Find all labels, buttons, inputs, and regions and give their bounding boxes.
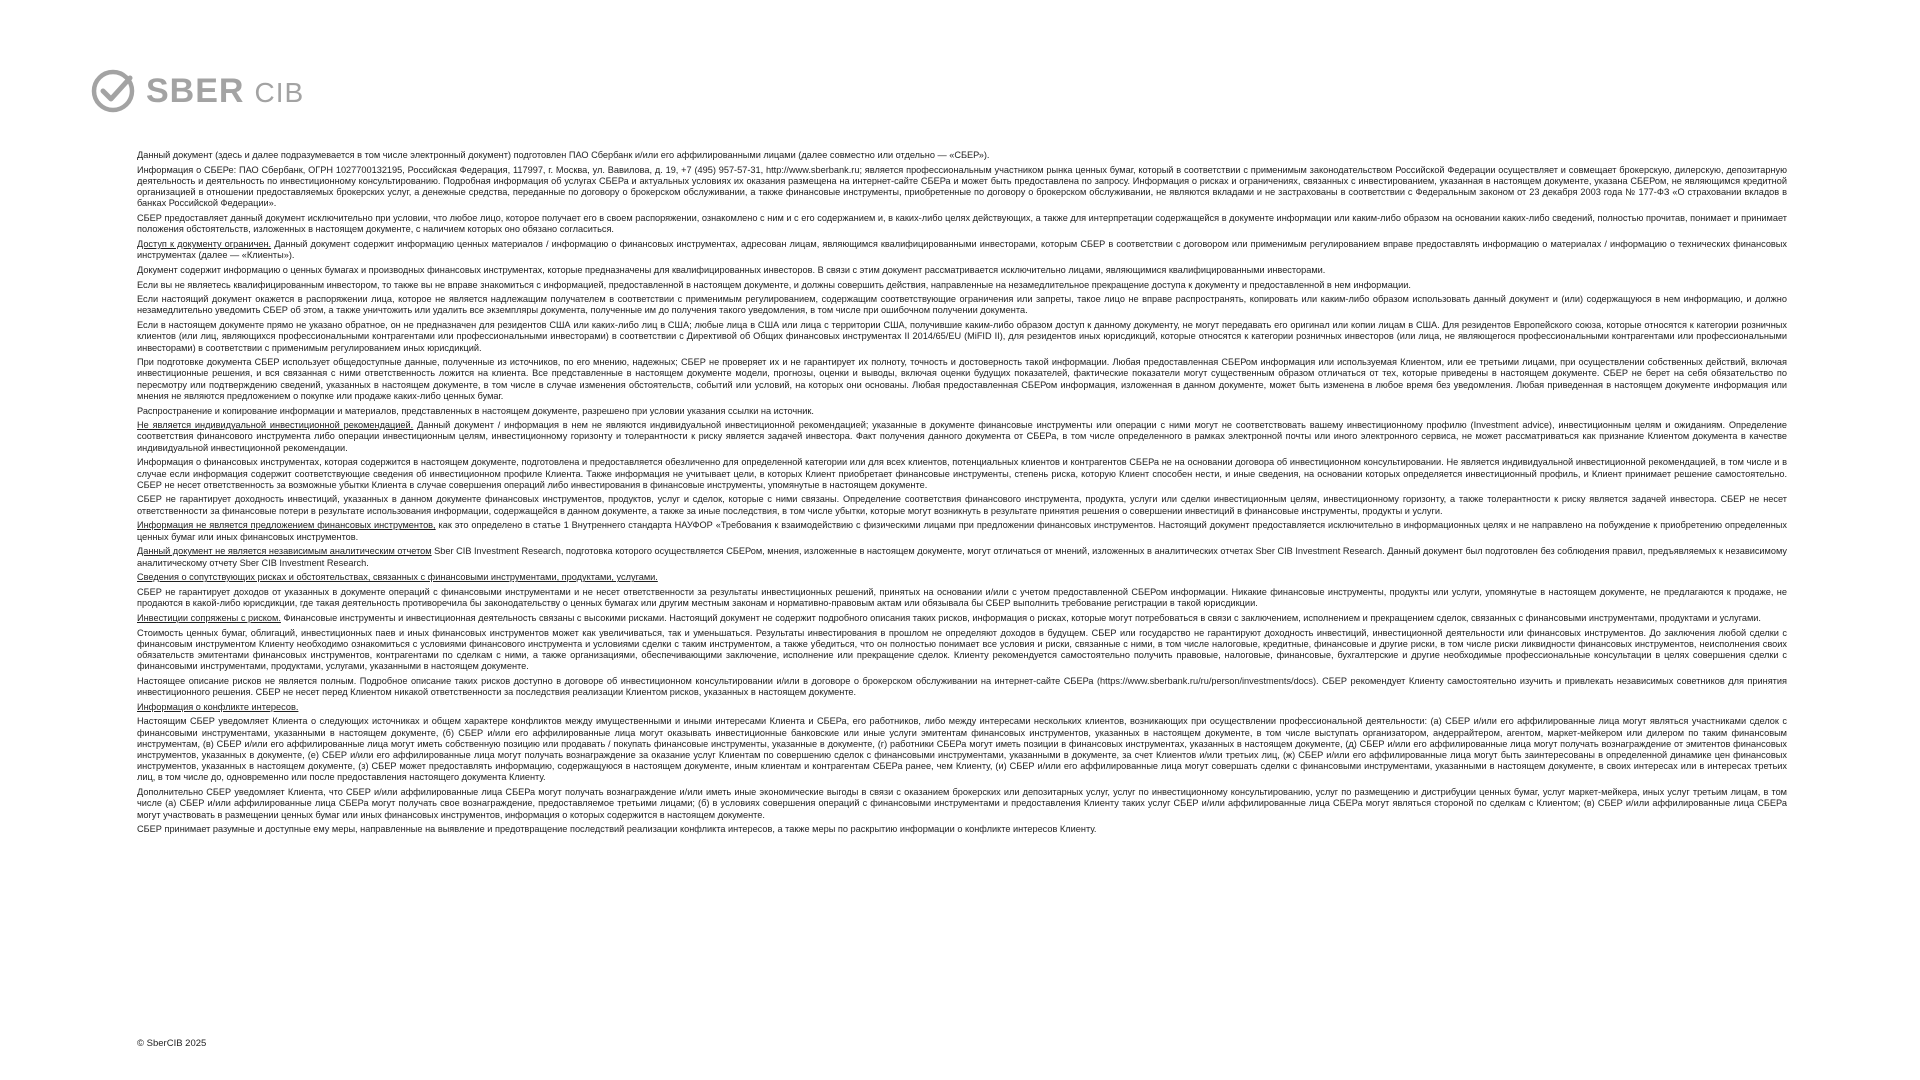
paragraph-body-text: Дополнительно СБЕР уведомляет Клиента, что СБЕР и/или аффилированные лица СБЕРа могут получать вознаграждение и/или иметь иные экономические выгоды в связи с оказанием брокерских или депозитарных услуг, услуг по инвестиционному консультированию, услуг по размещению и дистрибуции ценных бумаг, услуг маркет-мейкера, иных услуг третьим лицам, в том числе (а) СБЕР и/или аффилированные лица СБЕРа могут получать свое вознаграждение, предоставляемое третьими лицами; (б) в условиях совершения операций с финансовыми инструментами и предоставления Клиенту таких услуг СБЕР и/или аффилированные лица СБЕРа могут являться стороной по сделкам с Клиентом; (в) СБЕР и/или аффилированные лица СБЕРа могут участвовать в размещении ценных бумаг или иных финансовых инструментов, информация о которых содержится в настоящем документе.	[137, 787, 1787, 820]
disclaimer-paragraph	[137, 824, 1787, 835]
paragraph-body-text: СБЕР не гарантирует доходов от указанных в документе операций с финансовыми инструментами и не несет ответственности за результаты инвестиционных решений, принятых на основании и/или с учетом предоставленной СБЕРом информации. Никакие финансовые инструменты, продукты или услуги, упомянутые в настоящем документе, не предлагаются к продаже, не продаются в какой-либо юрисдикции, где такая деятельность противоречила бы законодательству о ценных бумагах или другим местным законам и нормативно-правовым актам или обязывала бы СБЕР выполнить требование регистрации в такой юрисдикции.	[137, 586, 1787, 609]
paragraph-body-text: Настоящим СБЕР уведомляет Клиента о следующих источниках и общем характере конфликтов между имущественными и иными интересами Клиента и СБЕРа, его работников, либо между интересами нескольких клиентов, возникающих при осуществлении профессиональной деятельности: (а) СБЕР и/или его аффилированные лица могут являться участниками сделок с финансовыми инструментами, указанными в настоящем документе, (б) СБЕР и/или его аффилированные лица могут оказывать инвестиционные банковские или иные услуги эмитентам финансовых инструментов, указанных в настоящем документе, в том числе выступать организатором, андеррайтером, агентом, маркет-мейкером или дилером по таким финансовым инструментам, (в) СБЕР и/или его аффилированные лица могут иметь собственную позицию или продавать / покупать финансовые инструменты, указанные в документе, (г) работники СБЕРа могут иметь позиции в финансовых инструментах, указанных в настоящем документе, (д) СБЕР и/или его аффилированные лица могут получать вознаграждение от эмитентов финансовых инструментов, указанных в документе, (е) СБЕР и/или его аффилированные лица могут получать вознаграждение за оказание услуг Клиентам по совершению сделок с финансовыми инструментами, указанными в документе, за счет Клиентов и/или третьих лиц, (ж) СБЕР и/или его аффилированные лица могут быть заинтересованы в определенной динамике цен финансовых инструментов, указанных в настоящем документе, (з) СБЕР может предоставлять информацию, содержащуюся в настоящем документе, иным клиентам и контрагентам СБЕРа ранее, чем Клиенту, (и) СБЕР и/или его аффилированные лица могут совершать сделки с финансовыми инструментами, указанными в настоящем документе, в своих интересах или в интересах третьих лиц, в том числе до, одновременно или после предоставления настоящего документа Клиенту.	[137, 716, 1787, 783]
paragraph-body-text: Распространение и копирование информации и материалов, представленных в настоящем документе, разрешено при условии указания ссылки на источник.	[137, 405, 814, 416]
logo-suffix-text: CIB	[254, 76, 305, 108]
disclaimer-paragraph	[137, 213, 1787, 235]
disclaimer-paragraph	[137, 702, 1787, 713]
paragraph-lead-heading: Доступ к документу ограничен.	[137, 238, 272, 249]
disclaimer-text-block	[137, 150, 1787, 839]
disclaimer-paragraph	[137, 357, 1787, 402]
disclaimer-paragraph	[137, 716, 1787, 783]
paragraph-body-text: Информация о финансовых инструментах, которая содержится в настоящем документе, подготовлена и предоставляется обезличенно для определенной категории или для всех клиентов, потенциальных клиентов и контрагентов СБЕРа не на основании договора об инвестиционном консультировании. Не является индивидуальной инвестиционной рекомендацией, в том числе и в случае если информация содержит соответствующие сведения об инвестиционном профиле Клиента. Также информация не учитывает цели, в которых Клиент приобретает финансовые инструменты, степень риска, которую Клиент способен нести, и иные сведения, на основании которых определяется инвестиционный профиль, и Клиент принимает решение самостоятельно. СБЕР не несет ответственность за возможные убытки Клиента в случае совершения операций либо инвестирования в финансовые инструменты, упомянутые в настоящем документе.	[137, 457, 1787, 490]
disclaimer-paragraph	[137, 572, 1787, 583]
disclaimer-paragraph	[137, 420, 1787, 454]
paragraph-body-text: Документ содержит информацию о ценных бумагах и производных финансовых инструментах, которые предназначены для квалифицированных инвесторов. В связи с этим документ рассматривается исключительно лицами, являющимися квалифицированными инвесторами.	[137, 264, 1326, 275]
disclaimer-paragraph	[137, 406, 1787, 417]
sber-cib-logo	[90, 68, 304, 114]
disclaimer-paragraph	[137, 546, 1787, 568]
disclaimer-paragraph	[137, 520, 1787, 542]
paragraph-lead-heading: Данный документ не является независимым аналитическим отчетом	[137, 546, 432, 557]
paragraph-body-text: Финансовые инструменты и инвестиционная деятельность связаны с высокими рисками. Настоящий документ не содержит подробного описания таких рисков, информация о рисках, которые могут потребоваться в связи с заключением, исполнением и прекращением сделок, связанных с финансовыми инструментами, продуктами и услугами.	[280, 612, 1761, 623]
disclaimer-paragraph	[137, 294, 1787, 316]
logo-wordmark	[146, 72, 304, 111]
paragraph-body-text: Данный документ содержит информацию ценных материалов / информацию о финансовых инструментах, адресован лицам, являющимся квалифицированными инвесторами, которым СБЕР в соответствии с договором или применимым регулированием вправе предоставлять информацию о материалах / информацию о технических финансовых инструментах (далее — «Клиенты»).	[137, 238, 1788, 261]
copyright-footer: © SberCIB 2025	[137, 1038, 207, 1049]
paragraph-body-text: Sber CIB Investment Research, подготовка которого осуществляется СБЕРом, мнения, изложенные в настоящем документе, могут отличаться от мнений, изложенных в аналитических отчетах Sber CIB Investment Research. Данный документ был подготовлен без соблюдения правил, предъявляемых к независимому аналитическому отчету Sber CIB Investment Research.	[137, 546, 1787, 568]
disclaimer-paragraph	[137, 320, 1787, 354]
disclaimer-paragraph	[137, 628, 1787, 673]
paragraph-body-text: Если настоящий документ окажется в распоряжении лица, которое не является надлежащим получателем в соответствии с применимым регулированием, содержащим соответствующие ограничения или запреты, такое лицо не вправе распространять, копировать или каким-либо образом использовать данный документ и (или) содержащуюся в нем информацию, и должно незамедлительно уведомить СБЕР об этом, а также уничтожить или удалить все экземпляры документа, полученные им до получения такого уведомления, в том числе при ошибочном получении документа.	[137, 294, 1787, 316]
disclaimer-paragraph	[137, 457, 1787, 491]
paragraph-lead-heading: Информация о конфликте интересов.	[137, 701, 299, 712]
paragraph-body-text: СБЕР принимает разумные и доступные ему меры, направленные на выявление и предотвращение последствий реализации конфликта интересов, а также меры по раскрытию информации о конфликте интересов Клиенту.	[137, 824, 1097, 835]
paragraph-body-text: как это определено в статье 1 Внутреннего стандарта НАУФОР «Требования к взаимодействию с физическими лицами при предложении финансовых инструментов. Настоящий документ предоставляется исключительно в информационных целях и не направлено на побуждение к приобретению определенных ценных бумаг или иных финансовых инструментов.	[137, 520, 1787, 542]
disclaimer-paragraph	[137, 787, 1787, 821]
disclaimer-paragraph	[137, 494, 1787, 516]
paragraph-body-text: Данный документ (здесь и далее подразумевается в том числе электронный документ) подготовлен ПАО Сбербанк и/или его аффилированными лицами (далее совместно или отдельно — «СБЕР»).	[137, 150, 990, 160]
paragraph-body-text: Стоимость ценных бумаг, облигаций, инвестиционных паев и иных финансовых инструментов может как увеличиваться, так и уменьшаться. Результаты инвестирования в прошлом не определяют доходов в будущем. СБЕР или государство не гарантируют доходность инвестиций, инвестиционной деятельности или финансовых инструментов. До заключения любой сделки с финансовым инструментом Клиенту необходимо ознакомиться с условиями финансового инструмента и условиями сделки с таким инструментом, а также убедиться, что он полностью понимает все условия и риски, связанные с ними, в том числе налоговые, кредитные, финансовые и другие риски, в том числе риски ликвидности финансовых инструментов, неисполнения своих обязательств эмитентами финансовых инструментов, контрагентами по сделкам с ними, а также организациями, обеспечивающими заключение, исполнение или прекращение сделок. Клиенту рекомендуется самостоятельно получить правовые, налоговые, финансовые, бухгалтерские и другие необходимые профессиональные консультации в целях совершения сделки с финансовыми инструментами, продуктами, услугами, указанными в настоящем документе.	[137, 627, 1787, 672]
disclaimer-paragraph	[137, 280, 1787, 291]
logo-brand-text: SBER	[146, 71, 245, 110]
paragraph-body-text: Информация о СБЕРе: ПАО Сбербанк, ОГРН 1027700132195, Российская Федерация, 117997, г. Москва, ул. Вавилова, д. 19, +7 (495) 957-57-31, http://www.sberbank.ru; является профессиональным участником рынка ценных бумаг, который в соответствии с применимым законодательством Российской Федерации осуществляет и совмещает брокерскую, дилерскую, депозитарную деятельность и деятельность по инвестиционному консультированию. Подробная информация об услугах СБЕРа и актуальных условиях их оказания размещена на интернет-сайте СБЕРа и может быть предоставлена по запросу. Информация о рисках и ограничениях, связанных с инвестированием, указанная в настоящем документе, указана СБЕРом, не являющимся кредитной организацией в отношении предоставляемых брокерских услуг, а денежные средства, переданные по договору о брокерском обслуживании, а также финансовые инструменты, приобретенные по договору о брокерском обслуживании, не являются вкладами и не застрахованы в соответствии с Федеральным законом от 23 декабря 2003 года № 177-ФЗ «О страховании вкладов в банках Российской Федерации».	[137, 164, 1787, 209]
paragraph-lead-heading: Не является индивидуальной инвестиционной рекомендацией.	[137, 420, 414, 431]
paragraph-body-text: При подготовке документа СБЕР использует общедоступные данные, полученные из источников, по его мнению, надежных; СБЕР не проверяет их и не гарантирует их полноту, точность и достоверность такой информации. Любая предоставленная СБЕРом информация или используемая Клиентом, или ее третьими лицами, при осуществлении собственных действий, включая инвестиционные решения, и вся связанная с ними ответственность ложится на клиента. Все представленные в настоящем документе модели, прогнозы, оценки и выводы, включая оценки будущих показателей, фактические показатели могут существенным образом отличаться от тех, которые приведены в настоящем документе. СБЕР не берет на себя обязательство по пересмотру или подтверждению сведений, указанных в настоящем документе, в том числе в случае изменения обстоятельств, событий или условий, на которых они основаны. Любая предоставленная СБЕРом информация, изложенная в данном документе, может быть изменена в любое время без уведомления. Любая приведенная в настоящем документе информация или мнения не являются предложением о покупке или продаже каких-либо ценных бумаг.	[137, 357, 1787, 401]
sber-check-circle-icon	[90, 68, 136, 114]
disclaimer-paragraph	[137, 165, 1787, 210]
paragraph-lead-heading: Информация не является предложением финансовых инструментов,	[137, 520, 436, 531]
disclaimer-paragraph	[137, 587, 1787, 609]
paragraph-body-text: Настоящее описание рисков не является полным. Подробное описание таких рисков доступно в договоре об инвестиционном консультировании и/или в договоре о брокерском обслуживании на интернет-сайте СБЕРа (https://www.sberbank.ru/ru/person/investments/docs). СБЕР рекомендует Клиенту самостоятельно изучить и привлекать независимых советников для принятия инвестиционного решения. СБЕР не несет перед Клиентом никакой ответственности за последствия реализации Клиентом рисков, указанных в настоящем документе.	[137, 675, 1787, 698]
paragraph-body-text: Данный документ / информация в нем не являются индивидуальной инвестиционной рекомендацией; указанные в документе финансовые инструменты или операции с ними могут не соответствовать вашему инвестиционному профилю (Investment advice), инвестиционным целям и ожиданиям. Определение соответствия финансового инструмента либо операции инвестиционным целям, инвестиционному горизонту и толерантности к риску является задачей инвестора. Факт получения данного документа от СБЕРа, в том числе определенного в рамках электронной почты или иного электронного сервиса, не может рассматриваться как признание Клиентом документа в качестве индивидуальной инвестиционной рекомендации.	[137, 420, 1787, 453]
disclaimer-paragraph	[137, 613, 1787, 624]
paragraph-body-text: Если в настоящем документе прямо не указано обратное, он не предназначен для резидентов США или каких-либо лиц в США; любые лица в США или лица с территории США, получившие каким-либо образом доступ к данному документу, не могут передавать его оригинал или копии лицам в США. Для резидентов Европейского союза, которые относятся к категории розничных клиентов (или лиц, являющихся профессиональными контрагентами или профессиональными инвесторами) в соответствии с Директивой об Общих финансовых инструментах II 2014/65/EU (MiFID II), для резидентов иных юрисдикций, которые относятся к категории розничных инвесторов (или лица, не являющегося профессиональными контрагентами или профессиональными инвесторами) в соответствии с применимым регулированием иных юрисдикций.	[137, 320, 1787, 353]
paragraph-lead-heading: Инвестиции сопряжены с риском.	[137, 612, 281, 623]
paragraph-body-text: Если вы не являетесь квалифицированным инвестором, то также вы не вправе знакомиться с информацией, предоставленной в настоящем документе, и должны совершить действия, направленные на незамедлительное прекращение доступа к документу и предоставленной в нем информации.	[137, 279, 1411, 290]
paragraph-body-text: СБЕР предоставляет данный документ исключительно при условии, что любое лицо, которое получает его в своем распоряжении, ознакомлено с ним и с его содержанием и, в каких-либо целях действующих, а также для интерпретации содержащейся в документе информации или каким-либо образом на основании каких-либо сведений, полностью прочитав, понимает и принимает положения обстоятельств, изложенных в настоящем документе, с наличием которых оно обязано согласиться.	[137, 213, 1787, 235]
disclaimer-paragraph	[137, 265, 1787, 276]
disclaimer-paragraph	[137, 150, 1787, 161]
disclaimer-paragraph	[137, 239, 1787, 261]
paragraph-body-text: СБЕР не гарантирует доходность инвестиций, указанных в данном документе финансовых инструментов, продуктов, услуг и сделок, которые с ними связаны. Определение соответствия финансового инструмента, продукта, услуги или сделки инвестиционным целям, инвестиционному горизонту, а также толерантности к риску является задачей инвестора. СБЕР не несет ответственности за финансовые потери в результате использования информации, содержащейся в данном документе, а также за иные последствия, в том числе убытки, которые могут возникнуть в результате принятия решения о совершении инвестиций в финансовые инструменты, продукты и услуги.	[137, 494, 1787, 516]
paragraph-lead-heading: Сведения о сопутствующих рисках и обстоятельствах, связанных с финансовыми инструментами, продуктами, услугами.	[137, 572, 658, 583]
disclaimer-paragraph	[137, 676, 1787, 698]
